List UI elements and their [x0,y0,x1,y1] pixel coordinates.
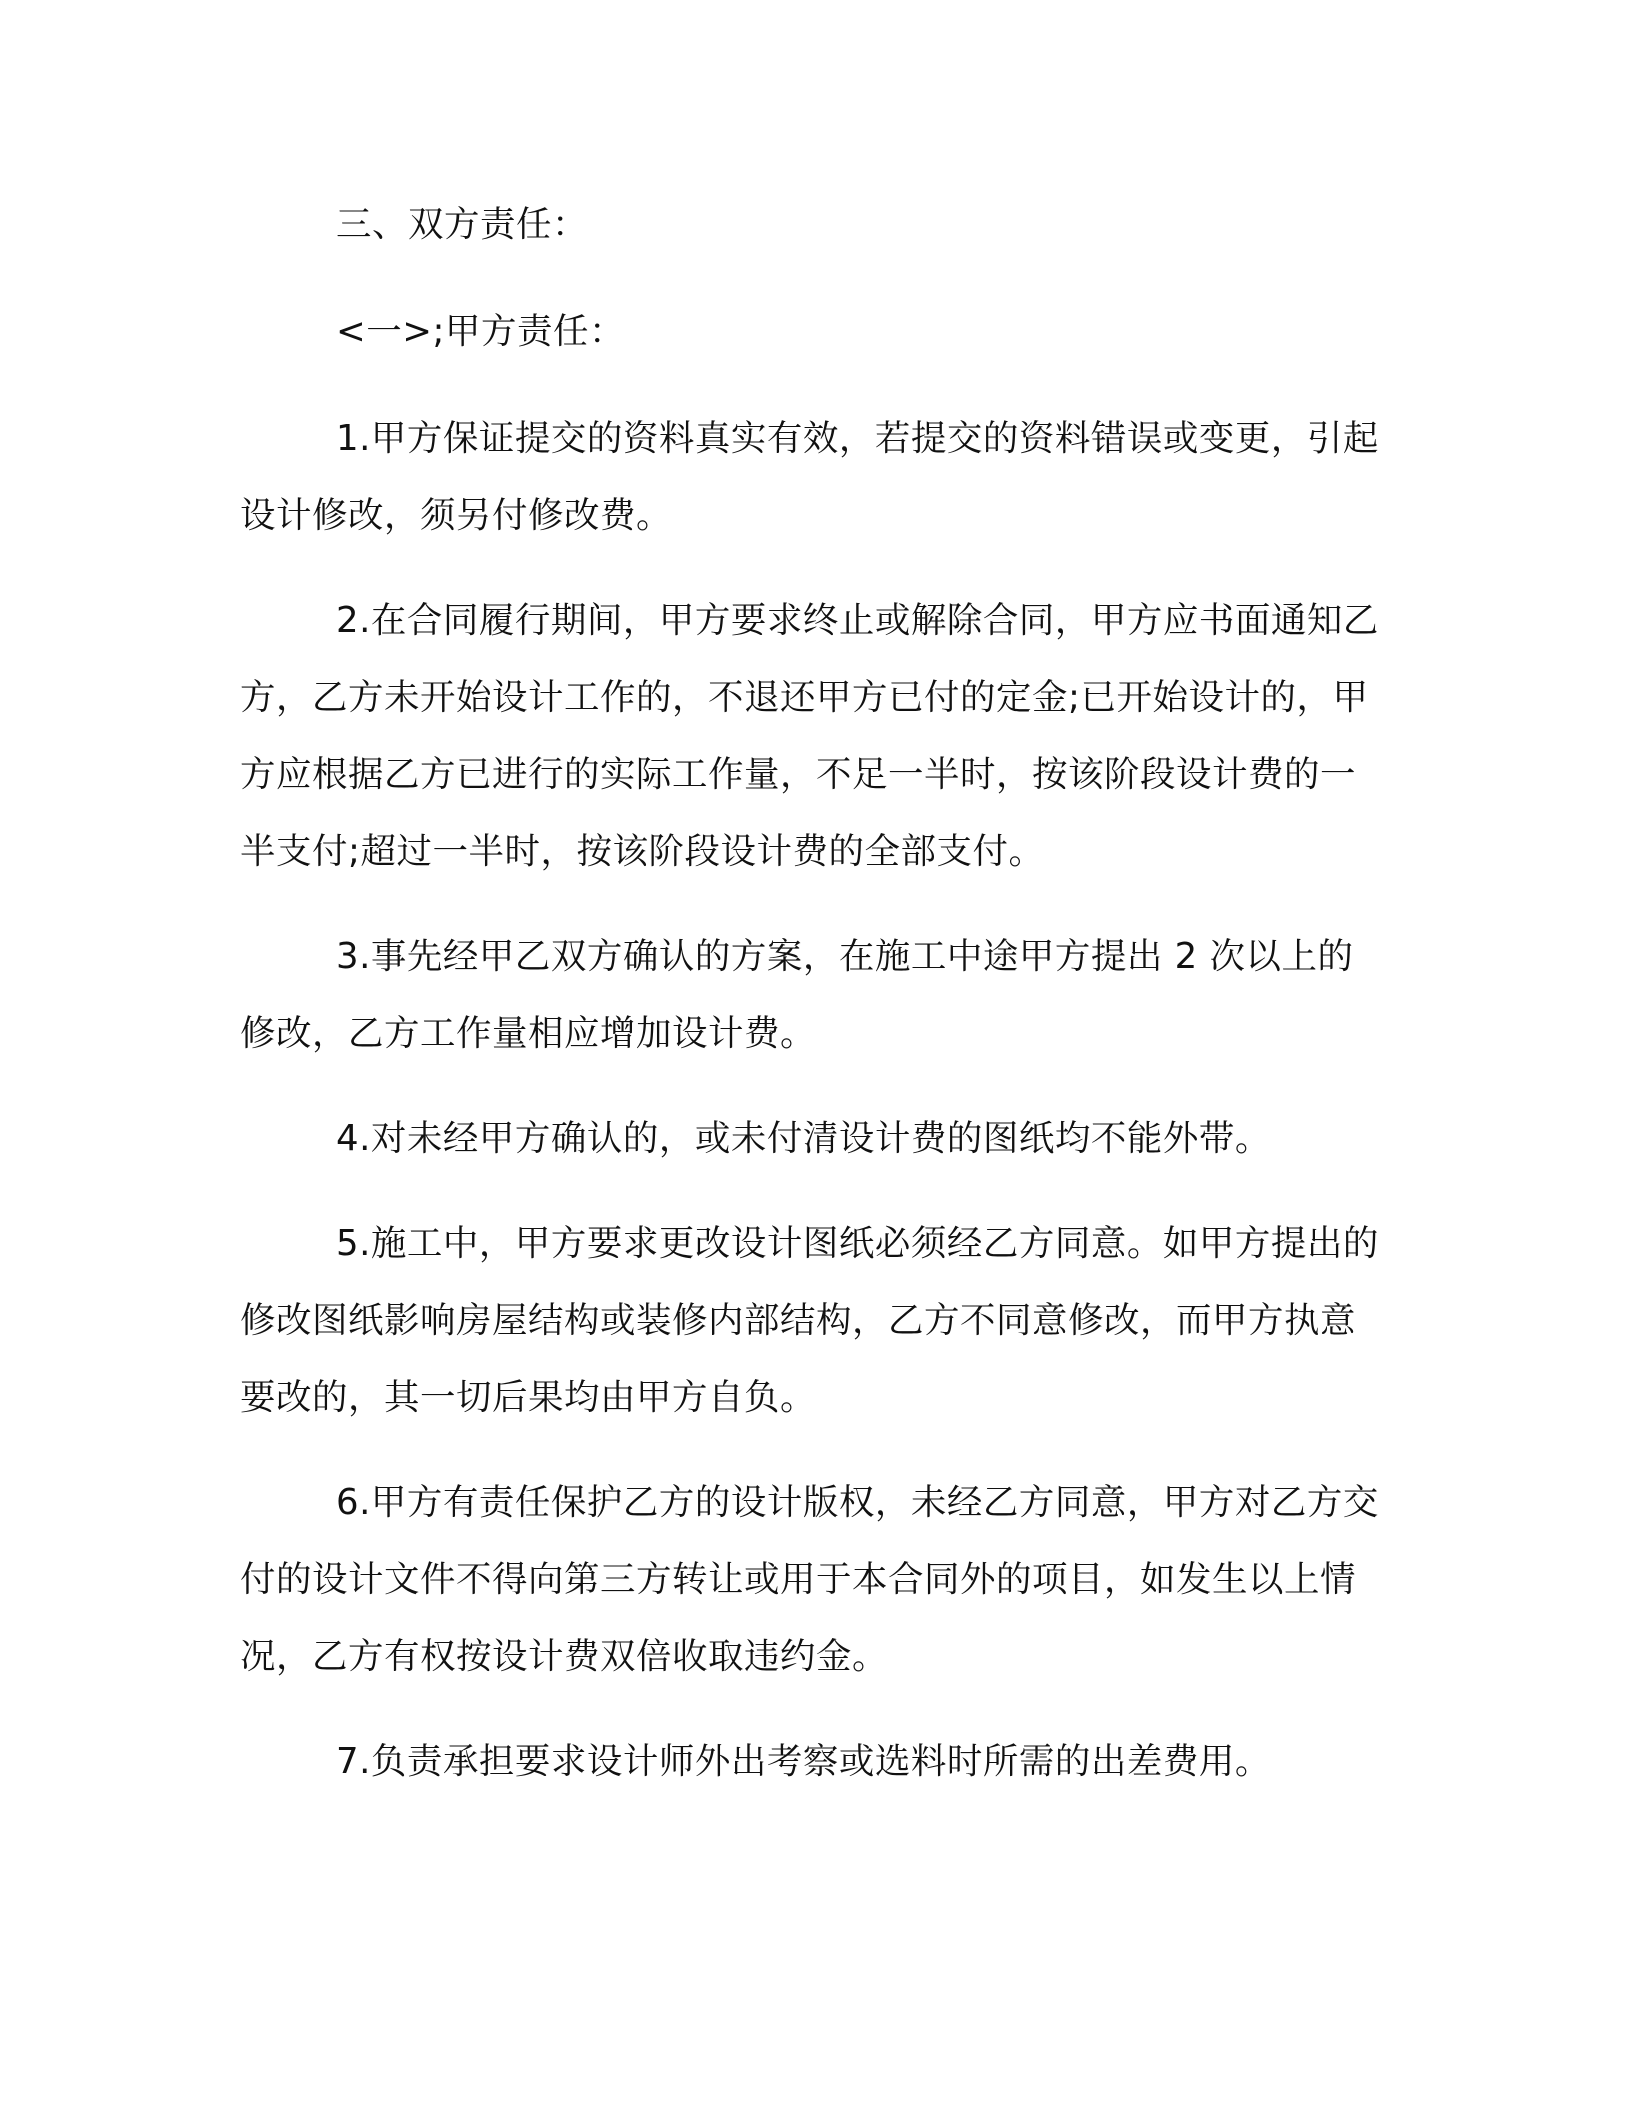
clause-6: 6.甲方有责任保护乙方的设计版权，未经乙方同意，甲方对乙方交付的设计文件不得向第三方转让或用于本合同外的项目，如发生以上情况，乙方有权按设计费双倍收取违约金。 [240,1482,1379,1677]
clause-4: 4.对未经甲方确认的，或未付清设计费的图纸均不能外带。 [336,1118,1271,1159]
paragraph-gap [240,1177,1380,1205]
sub-heading: <一>;甲方责任： [336,311,625,352]
clause-2: 2.在合同履行期间，甲方要求终止或解除合同，甲方应书面通知乙方，乙方未开始设计工作的，不退还甲方已付的定金;已开始设计的，甲方应根据乙方已进行的实际工作量，不足一半时，按该阶段设计费的一半支付;超过一半时，按该阶段设计费的全部支付。 [240,600,1379,872]
clause-3: 3.事先经甲乙双方确认的方案，在施工中途甲方提出 2 次以上的修改，乙方工作量相应增加设计费。 [240,936,1354,1054]
document-body [240,186,1380,1800]
clause-7: 7.负责承担要求设计师外出考察或选料时所需的出差费用。 [336,1741,1271,1782]
clause-1: 1.甲方保证提交的资料真实有效，若提交的资料错误或变更，引起设计修改，须另付修改费。 [240,418,1379,536]
paragraph-gap [240,1436,1380,1464]
clause-5: 5.施工中，甲方要求更改设计图纸必须经乙方同意。如甲方提出的修改图纸影响房屋结构或装修内部结构，乙方不同意修改，而甲方执意要改的，其一切后果均由甲方自负。 [240,1223,1379,1418]
section-heading: 三、双方责任： [336,204,589,245]
paragraph-gap [240,1695,1380,1723]
paragraph-gap [240,890,1380,918]
paragraph-gap [240,1072,1380,1100]
paragraph-gap [240,554,1380,582]
